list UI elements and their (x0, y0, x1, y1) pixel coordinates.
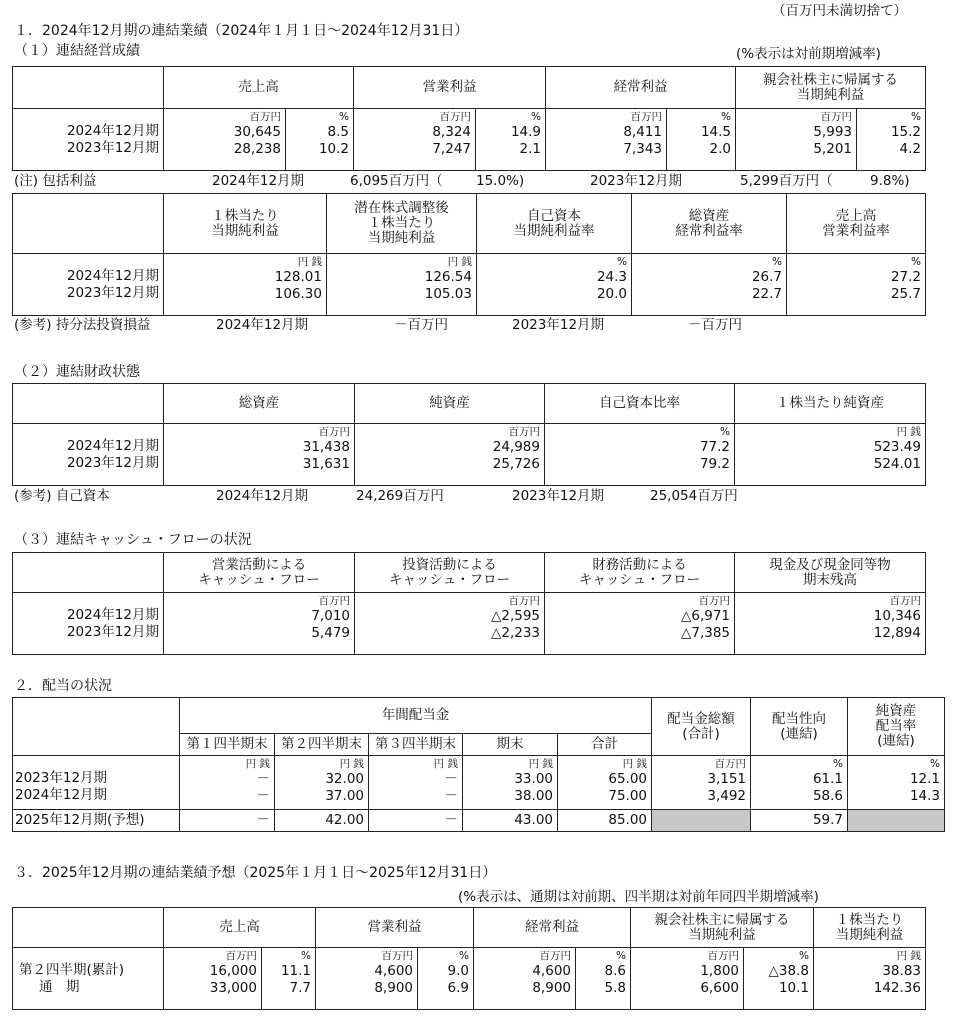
col-doe: % 12.1 14.3 (848, 756, 945, 810)
equity-note-v1: －百万円 (394, 317, 448, 333)
cell-value: 14.9 (510, 124, 541, 140)
col-q2: 円 銭 32.00 37.00 (275, 756, 369, 810)
col-total: 円 銭 65.00 75.00 (558, 756, 652, 810)
header-net-income-line1: 親会社株主に帰属する (763, 71, 898, 88)
header-blank (13, 67, 164, 109)
header-blank (13, 698, 180, 756)
row-labels: 2023年12月期 2024年12月期 (13, 756, 180, 810)
header-operating-income: 営業利益 (316, 908, 474, 948)
comp-note-v2: 5,299百万円（ (740, 173, 833, 189)
cell-value: 8,411 (623, 124, 662, 140)
col-year-end: 円 銭 33.00 38.00 (463, 756, 558, 810)
col-ordinary-pct: % 8.6 5.8 (576, 948, 631, 1010)
col-net-assets: 百万円 24,989 25,726 (355, 424, 545, 486)
cell-value: 8,324 (432, 124, 471, 140)
header-q3: 第３四半期末 (369, 734, 463, 756)
header-total-dividends: 配当金総額 (合計) (652, 698, 751, 756)
row-label: 2023年12月期 (66, 140, 159, 156)
header-annual-dividends: 年間配当金 (180, 698, 652, 734)
forecast-table (12, 907, 926, 1010)
header-ordinary-income: 経常利益 (474, 908, 631, 948)
cell-value: 7,343 (623, 141, 662, 157)
forecast-row (13, 810, 945, 832)
header-financing-cf: 財務活動による キャッシュ・フロー (545, 553, 735, 593)
comp-note-p1: 2024年12月期 (212, 173, 305, 189)
col-eps: 円 銭 38.83 142.36 (814, 948, 926, 1010)
col-ordinary: 百万円 4,600 8,900 (474, 948, 576, 1010)
cell-value: 85.00 (558, 810, 652, 832)
header-operating-margin: 売上高 営業利益率 (787, 194, 926, 254)
cell-value: 14.5 (700, 124, 731, 140)
header-eps: １株当たり 当期純利益 (814, 908, 926, 948)
col-net-pct: % 15.2 4.2 (857, 109, 926, 171)
col-eps: 円 銭 128.01 106.30 (164, 254, 327, 316)
col-ordinary: 百万円 8,411 7,343 (546, 109, 667, 171)
header-diluted-eps: 潜在株式調整後 １株当たり 当期純利益 (327, 194, 477, 254)
cell-value: 7,247 (432, 141, 471, 157)
col-diluted-eps: 円 銭 126.54 105.03 (327, 254, 477, 316)
header-blank (13, 553, 164, 593)
col-sales-pct: % 11.1 7.7 (262, 948, 316, 1010)
section1-title: １．2024年12月期の連結業績（2024年１月１日～2024年12月31日） (14, 23, 469, 39)
header-q1: 第１四半期末 (180, 734, 275, 756)
cell-value: 5,201 (813, 141, 852, 157)
cell-value: 59.7 (751, 810, 848, 832)
row-labels (13, 109, 164, 171)
row-label: 2024年12月期 (66, 123, 159, 139)
comp-note-r2: 9.8%) (870, 173, 910, 189)
header-investing-cf: 投資活動による キャッシュ・フロー (355, 553, 545, 593)
sub1-note: (%表示は対前期増減率) (736, 46, 881, 62)
col-total-dividends: 百万円 3,151 3,492 (652, 756, 751, 810)
equity-note-v2: －百万円 (688, 317, 742, 333)
col-q1: 円 銭 － － (180, 756, 275, 810)
header-operating-cf: 営業活動による キャッシュ・フロー (164, 553, 355, 593)
header-doe: 純資産 配当率 (連結) (848, 698, 945, 756)
col-operating-cf: 百万円 7,010 5,479 (164, 593, 355, 655)
cell-value-shaded (652, 810, 751, 832)
header-net-assets: 純資産 (355, 384, 545, 424)
equity-note-p2: 2023年12月期 (512, 317, 605, 333)
col-roa: % 26.7 22.7 (632, 254, 787, 316)
cell-value: 10.2 (318, 141, 349, 157)
sub3-title: （３）連結キャッシュ・フローの状況 (14, 532, 252, 548)
cell-value: 43.00 (463, 810, 558, 832)
col-bps: 円 銭 523.49 524.01 (735, 424, 926, 486)
header-blank (13, 384, 164, 424)
header-blank (13, 194, 164, 254)
section3-title: ３．2025年12月期の連結業績予想（2025年１月１日～2025年12月31日） (14, 865, 497, 881)
comp-note-p2: 2023年12月期 (590, 173, 683, 189)
own-capital-label: (参考) 自己資本 (14, 488, 110, 504)
col-total-assets: 百万円 31,438 31,631 (164, 424, 355, 486)
header-total: 合計 (558, 734, 652, 756)
col-operating-pct: % 9.0 6.9 (418, 948, 474, 1010)
header-payout-ratio: 配当性向 (連結) (751, 698, 848, 756)
header-eps: １株当たり 当期純利益 (164, 194, 327, 254)
col-financing-cf: 百万円 △6,971 △7,385 (545, 593, 735, 655)
col-payout-ratio: % 61.1 58.6 (751, 756, 848, 810)
header-operating-income: 営業利益 (354, 67, 546, 109)
per-share-table (12, 193, 926, 316)
col-net: 百万円 5,993 5,201 (736, 109, 857, 171)
operating-results-table (12, 66, 926, 171)
row-label-forecast: 2025年12月期(予想) (13, 810, 180, 832)
col-q3: 円 銭 － － (369, 756, 463, 810)
equity-note-p1: 2024年12月期 (216, 317, 309, 333)
sub2-title: （２）連結財政状態 (14, 364, 140, 380)
comp-note-label: (注) 包括利益 (14, 173, 97, 189)
header-q2: 第２四半期末 (275, 734, 369, 756)
col-operating-margin: % 27.2 25.7 (787, 254, 926, 316)
col-operating-pct: % 14.9 2.1 (476, 109, 546, 171)
col-ordinary-pct: % 14.5 2.0 (667, 109, 736, 171)
cell-value-shaded (848, 810, 945, 832)
own-capital-v2: 25,054百万円 (650, 488, 738, 504)
header-net-income-line2: 当期純利益 (796, 86, 865, 103)
row-labels: 2024年12月期 2023年12月期 (13, 424, 164, 486)
cash-flow-table (12, 552, 926, 655)
header-roa: 総資産 経常利益率 (632, 194, 787, 254)
sub1-title: （１）連結経営成績 (14, 43, 140, 59)
equity-note-label: (参考) 持分法投資損益 (14, 317, 151, 333)
col-roe: % 24.3 20.0 (477, 254, 632, 316)
header-sales: 売上高 (164, 908, 316, 948)
col-sales-pct: % 8.5 10.2 (286, 109, 354, 171)
cell-value: 2.1 (519, 141, 541, 157)
dividends-table (12, 697, 945, 832)
cell-value: 42.00 (275, 810, 369, 832)
row-labels: 2024年12月期 2023年12月期 (13, 254, 164, 316)
header-ordinary-income: 経常利益 (546, 67, 736, 109)
cell-value: 2.0 (709, 141, 731, 157)
col-sales: 百万円 30,645 28,238 (164, 109, 286, 171)
section3-note: (%表示は、通期は対前期、四半期は対前年同四半期増減率) (458, 889, 819, 905)
header-bps: １株当たり純資産 (735, 384, 926, 424)
header-cash-balance: 現金及び現金同等物 期末残高 (735, 553, 926, 593)
cell-value: － (369, 810, 463, 832)
cell-value: － (180, 810, 275, 832)
col-investing-cf: 百万円 △2,595 △2,233 (355, 593, 545, 655)
header-year-end: 期末 (463, 734, 558, 756)
header-blank (13, 908, 164, 948)
cell-value: 5,993 (813, 124, 852, 140)
row-labels: 2024年12月期 2023年12月期 (13, 593, 164, 655)
col-cash-balance: 百万円 10,346 12,894 (735, 593, 926, 655)
cell-value: 15.2 (890, 124, 921, 140)
section2-title: ２．配当の状況 (14, 678, 112, 694)
header-net-income: 親会社株主に帰属する 当期純利益 (631, 908, 814, 948)
unit-note: （百万円未満切捨て） (772, 3, 907, 19)
col-sales: 百万円 16,000 33,000 (164, 948, 262, 1010)
comp-note-r1: 15.0%) (476, 173, 525, 189)
header-equity-ratio: 自己資本比率 (545, 384, 735, 424)
col-net: 百万円 1,800 6,600 (631, 948, 744, 1010)
row-labels: 第２四半期(累計) 通 期 (13, 948, 164, 1010)
cell-value: 8.5 (327, 124, 349, 140)
col-equity-ratio: % 77.2 79.2 (545, 424, 735, 486)
own-capital-p2: 2023年12月期 (512, 488, 605, 504)
col-net-pct: % △38.8 10.1 (744, 948, 814, 1010)
col-operating: 百万円 4,600 8,900 (316, 948, 418, 1010)
comp-note-v1: 6,095百万円（ (350, 173, 443, 189)
cell-value: 28,238 (233, 141, 281, 157)
cell-value: 30,645 (233, 124, 281, 140)
own-capital-p1: 2024年12月期 (216, 488, 309, 504)
own-capital-v1: 24,269百万円 (356, 488, 444, 504)
header-net-income (736, 67, 926, 109)
col-operating: 百万円 8,324 7,247 (354, 109, 476, 171)
header-total-assets: 総資産 (164, 384, 355, 424)
financial-position-table (12, 383, 926, 486)
header-sales: 売上高 (164, 67, 354, 109)
cell-value: 4.2 (899, 141, 921, 157)
header-roe: 自己資本 当期純利益率 (477, 194, 632, 254)
